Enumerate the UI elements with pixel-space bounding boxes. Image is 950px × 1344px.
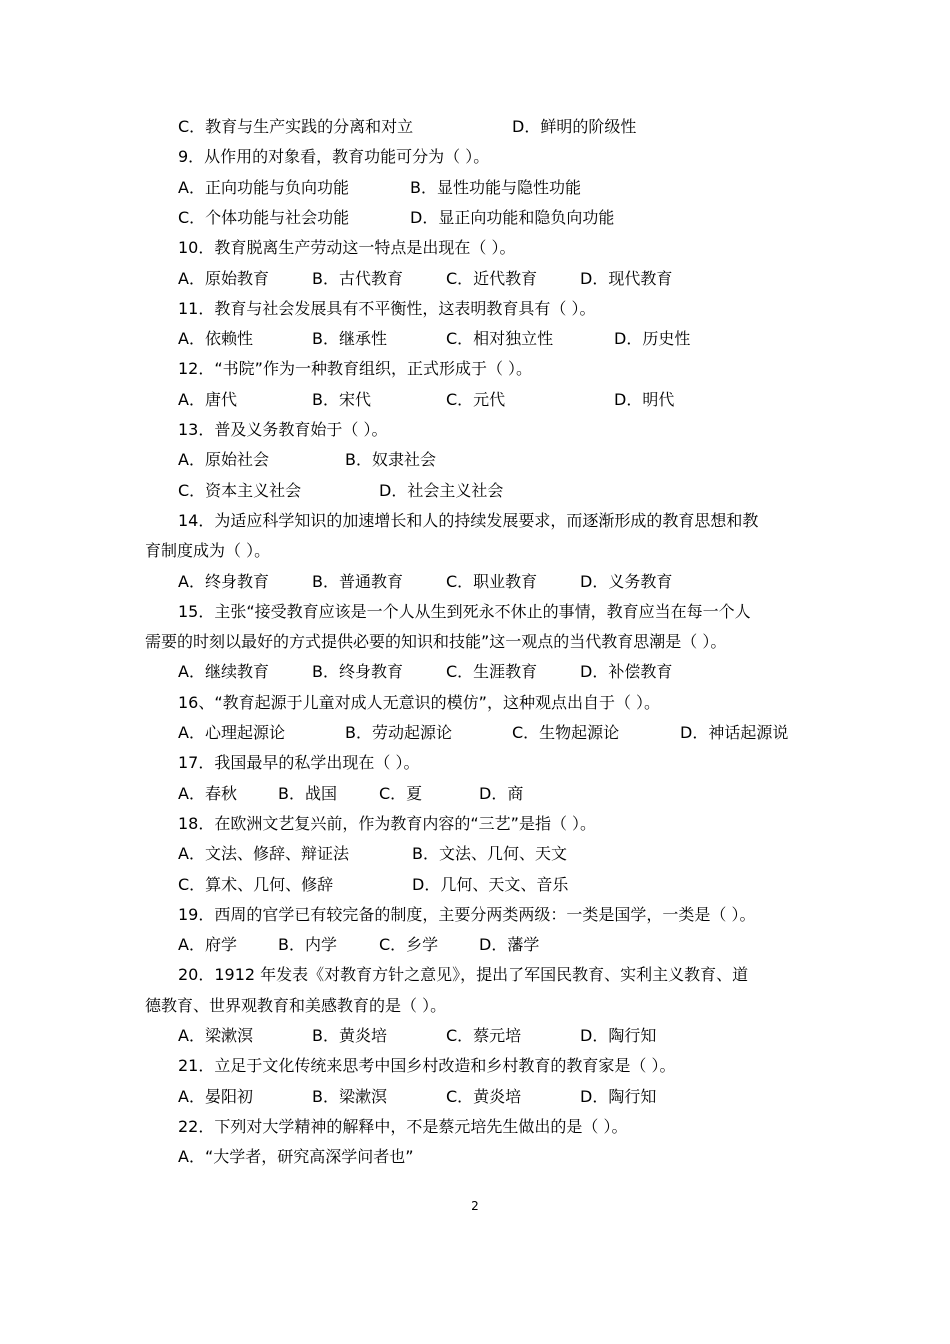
answer-option: C．教育与生产实践的分离和对立 [178, 117, 414, 136]
answer-option: D．藩学 [479, 935, 540, 954]
answer-option: C．乡学 [379, 935, 439, 954]
answer-option: B．继承性 [312, 329, 387, 348]
answer-option: A．府学 [178, 935, 237, 954]
answer-option: A．继续教育 [178, 662, 269, 681]
answer-option: B．梁漱溟 [312, 1087, 387, 1106]
question-continuation: 育制度成为（ ）。 [145, 541, 271, 560]
answer-option: A．唐代 [178, 390, 237, 409]
answer-option: D．鲜明的阶级性 [512, 117, 637, 136]
answer-option: C．黄炎培 [446, 1087, 522, 1106]
answer-option: A．心理起源论 [178, 723, 285, 742]
answer-option: C．夏 [379, 784, 423, 803]
answer-option: B．奴隶社会 [345, 450, 436, 469]
question-text: 20．1912 年发表《对教育方针之意见》，提出了军国民教育、实利主义教育、道 [178, 965, 749, 984]
question-text: 12．“书院”作为一种教育组织，正式形成于（ ）。 [178, 359, 533, 378]
question-text: 11．教育与社会发展具有不平衡性，这表明教育具有（ ）。 [178, 299, 596, 318]
question-text: 21．立足于文化传统来思考中国乡村改造和乡村教育的教育家是（ ）。 [178, 1056, 676, 1075]
answer-option: A．文法、修辞、辩证法 [178, 844, 349, 863]
answer-option: A．依赖性 [178, 329, 253, 348]
answer-option: D．历史性 [614, 329, 691, 348]
question-text: 16、“教育起源于儿童对成人无意识的模仿”，这种观点出自于（ ）。 [178, 693, 661, 712]
answer-option: D．补偿教育 [580, 662, 673, 681]
answer-option: D．陶行知 [580, 1026, 657, 1045]
question-continuation: 德教育、世界观教育和美感教育的是（ ）。 [145, 996, 447, 1015]
answer-option: A．“大学者，研究高深学问者也” [178, 1147, 414, 1166]
answer-option: D．显正向功能和隐负向功能 [410, 208, 615, 227]
question-text: 18．在欧洲文艺复兴前，作为教育内容的“三艺”是指（ ）。 [178, 814, 597, 833]
answer-option: B．显性功能与隐性功能 [410, 178, 581, 197]
question-text: 10．教育脱离生产劳动这一特点是出现在（ ）。 [178, 238, 516, 257]
answer-option: B．古代教育 [312, 269, 403, 288]
answer-option: B．内学 [278, 935, 337, 954]
answer-option: D．义务教育 [580, 572, 673, 591]
answer-option: B．战国 [278, 784, 337, 803]
answer-option: D．明代 [614, 390, 675, 409]
question-text: 19．西周的官学已有较完备的制度，主要分两类两级：一类是国学，一类是（ ）。 [178, 905, 756, 924]
answer-option: C．生物起源论 [512, 723, 620, 742]
answer-option: C．生涯教育 [446, 662, 538, 681]
answer-option: B．黄炎培 [312, 1026, 387, 1045]
answer-option: D．神话起源说 [680, 723, 789, 742]
answer-option: A．原始社会 [178, 450, 269, 469]
answer-option: C．元代 [446, 390, 506, 409]
answer-option: C．个体功能与社会功能 [178, 208, 350, 227]
answer-option: D．商 [479, 784, 524, 803]
answer-option: B．劳动起源论 [345, 723, 452, 742]
answer-option: A．正向功能与负向功能 [178, 178, 349, 197]
question-text: 14．为适应科学知识的加速增长和人的持续发展要求，而逐渐形成的教育思想和教 [178, 511, 759, 530]
answer-option: B．文法、几何、天文 [412, 844, 567, 863]
answer-option: C．近代教育 [446, 269, 538, 288]
answer-option: C．资本主义社会 [178, 481, 302, 500]
question-text: 9．从作用的对象看，教育功能可分为（ ）。 [178, 147, 490, 166]
question-text: 13．普及义务教育始于（ ）。 [178, 420, 388, 439]
answer-option: C．算术、几何、修辞 [178, 875, 334, 894]
answer-option: A．原始教育 [178, 269, 269, 288]
answer-option: B．宋代 [312, 390, 371, 409]
question-text: 17．我国最早的私学出现在（ ）。 [178, 753, 420, 772]
answer-option: B．终身教育 [312, 662, 403, 681]
answer-option: A．终身教育 [178, 572, 269, 591]
question-text: 22．下列对大学精神的解释中，不是蔡元培先生做出的是（ ）。 [178, 1117, 628, 1136]
answer-option: C．职业教育 [446, 572, 538, 591]
question-continuation: 需要的时刻以最好的方式提供必要的知识和技能”这一观点的当代教育思潮是（ ）。 [145, 632, 727, 651]
question-text: 15．主张“接受教育应该是一个人从生到死永不休止的事情，教育应当在每一个人 [178, 602, 751, 621]
answer-option: C．相对独立性 [446, 329, 554, 348]
answer-option: A．春秋 [178, 784, 237, 803]
answer-option: A．晏阳初 [178, 1087, 253, 1106]
answer-option: D．社会主义社会 [379, 481, 504, 500]
answer-option: C．蔡元培 [446, 1026, 522, 1045]
page-number: 2 [471, 1199, 479, 1213]
answer-option: A．梁漱溟 [178, 1026, 253, 1045]
answer-option: D．陶行知 [580, 1087, 657, 1106]
answer-option: B．普通教育 [312, 572, 403, 591]
answer-option: D．几何、天文、音乐 [412, 875, 569, 894]
answer-option: D．现代教育 [580, 269, 673, 288]
